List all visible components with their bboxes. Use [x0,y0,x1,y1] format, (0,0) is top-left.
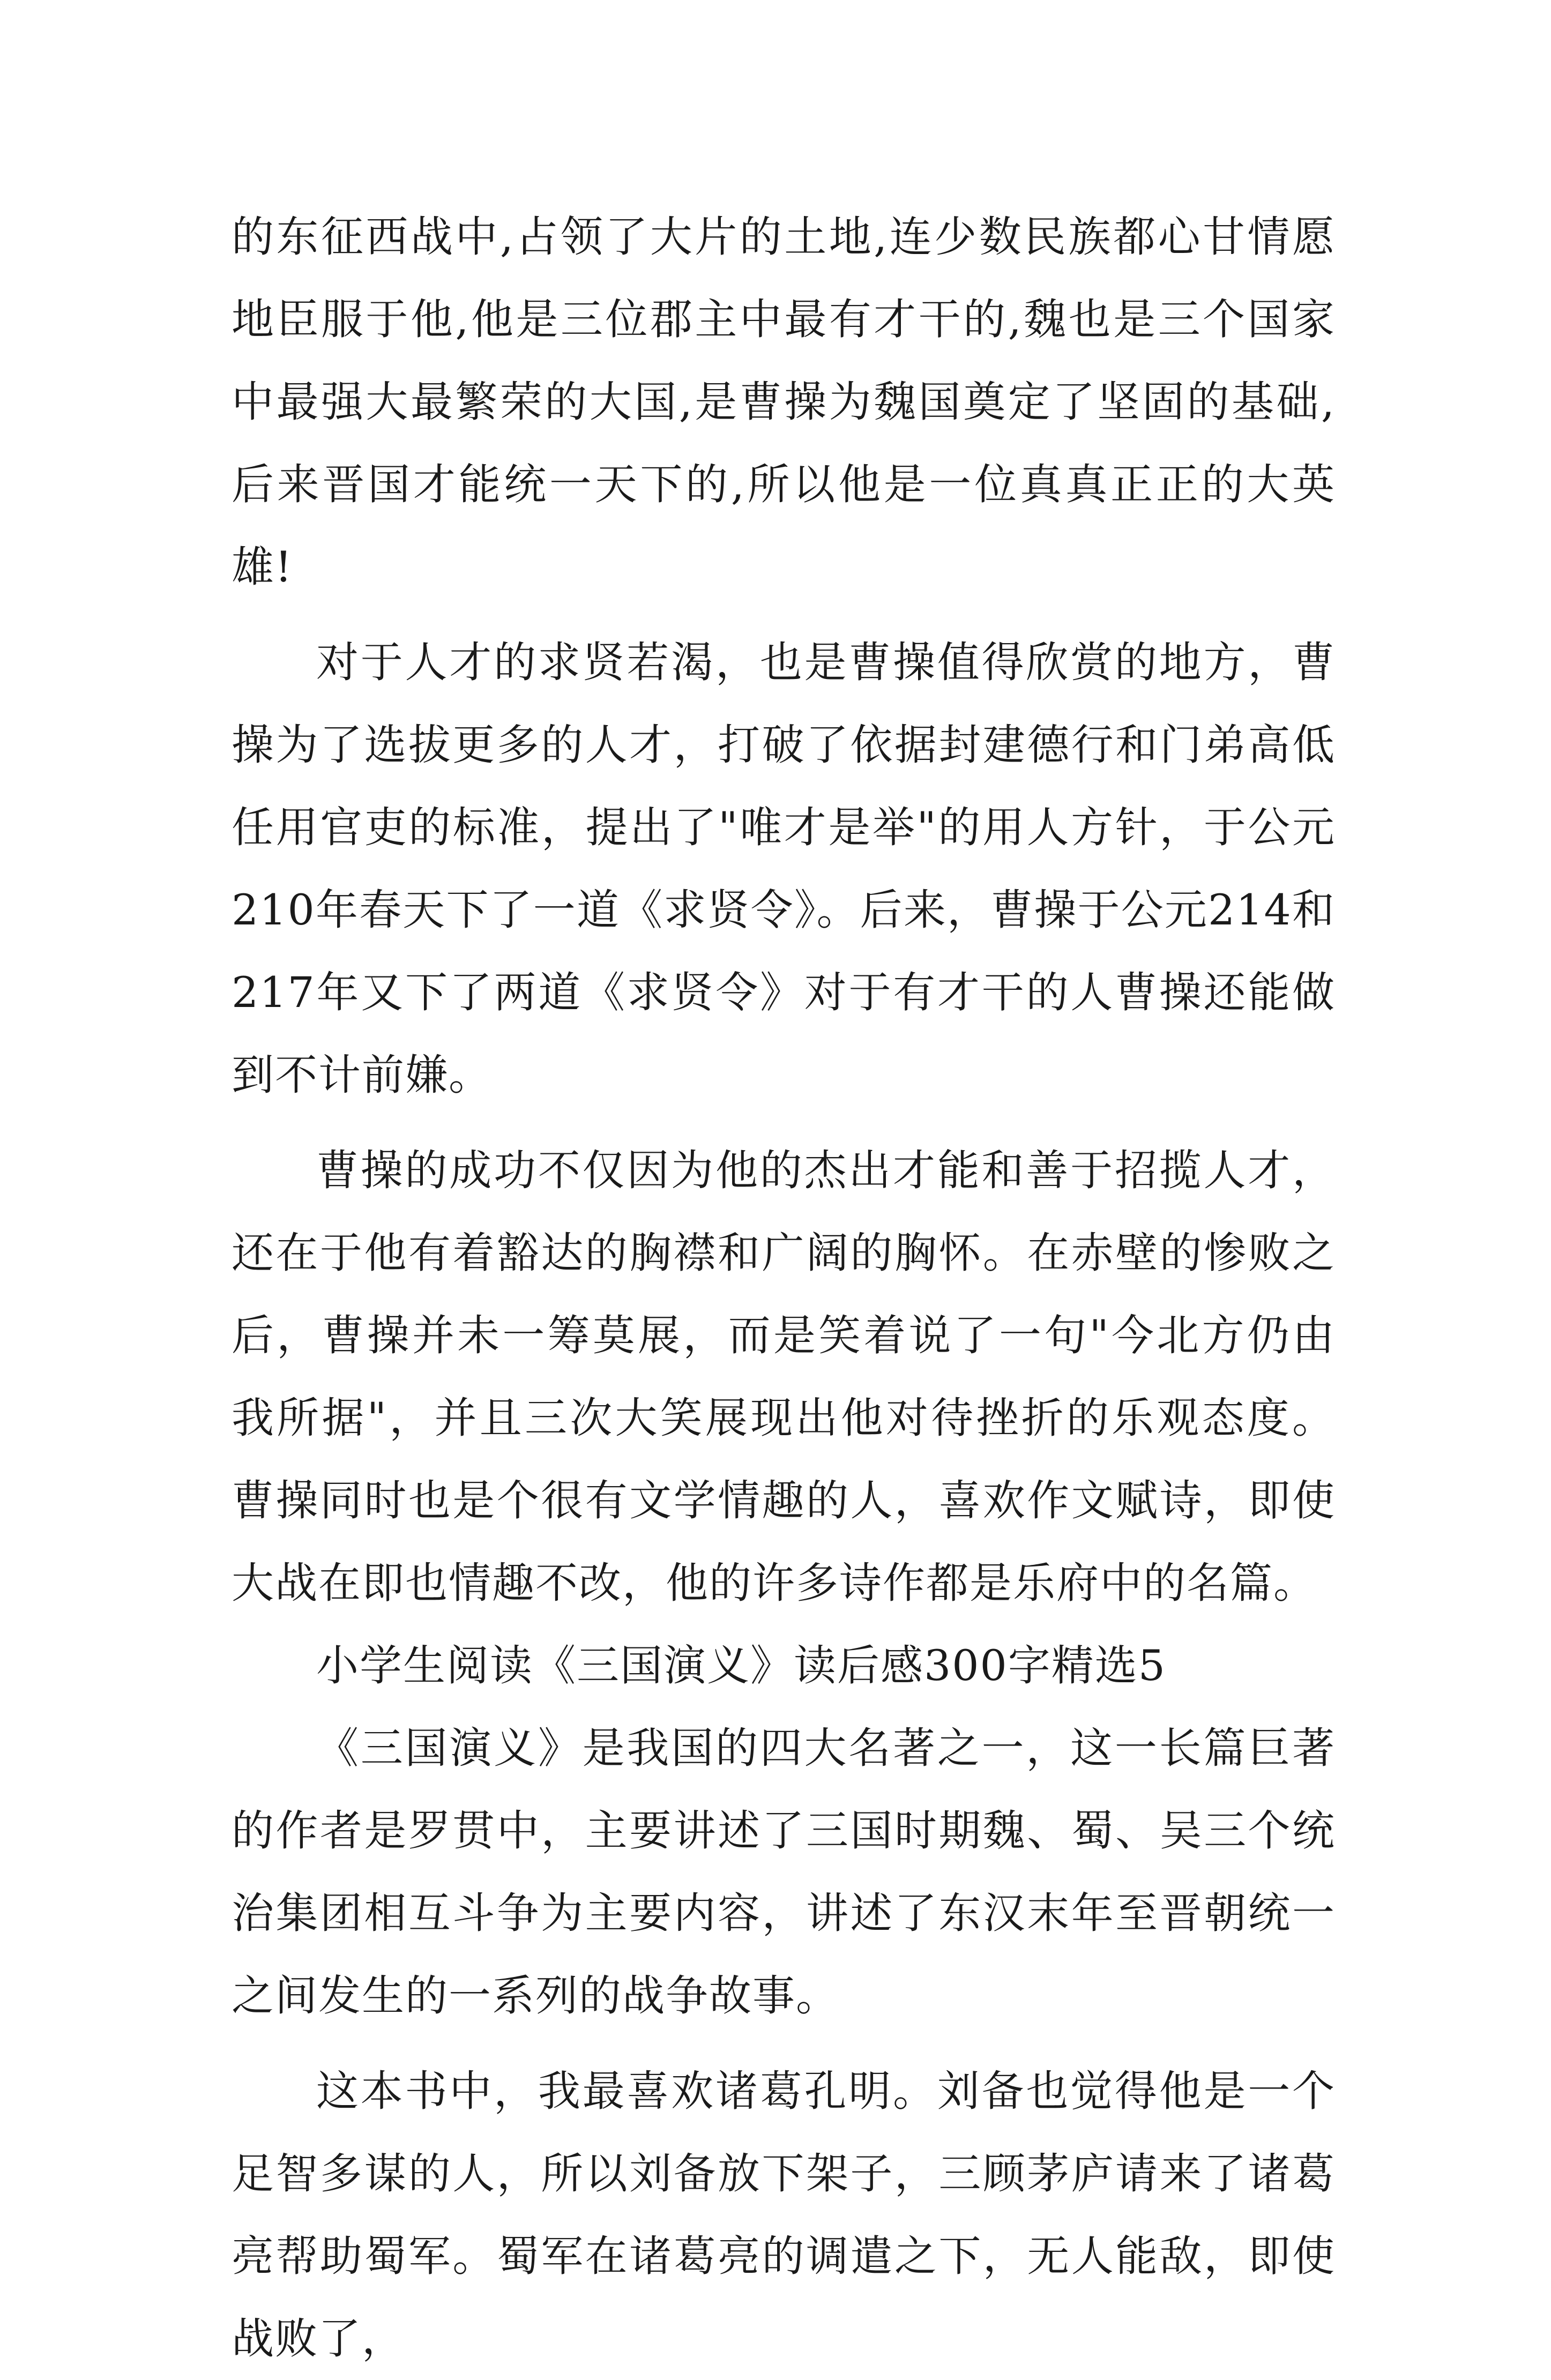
paragraph-talent-recruitment: 对于人才的求贤若渴，也是曹操值得欣赏的地方，曹操为了选拔更多的人才，打破了依据封建德行和门弟高低任用官吏的标准，提出了"唯才是举"的用人方针，于公元210年春天下了一道《求贤令》。后来，曹操于公元214和217年又下了两道《求贤令》对于有才干的人曹操还能做到不计前嫌。 [232,638,1336,1100]
paragraph-zhuge-liang: 这本书中，我最喜欢诸葛孔明。刘备也觉得他是一个足智多谋的人，所以刘备放下架子，三顾茅庐请来了诸葛亮帮助蜀军。蜀军在诸葛亮的调遣之下，无人能敌，即使战败了， [232,2066,1336,2363]
section-heading: 小学生阅读《三国演义》读后感300字精选5 [316,1641,1167,1690]
paragraph-cao-cao-success: 曹操的成功不仅因为他的杰出才能和善于招揽人才，还在于他有着豁达的胸襟和广阔的胸怀。在赤壁的惨败之后，曹操并未一筹莫展，而是笑着说了一句"今北方仍由我所据"，并且三次大笑展现出他对待挫折的乐观态度。曹操同时也是个很有文学情趣的人，喜欢作文赋诗，即使大战在即也情趣不改，他的许多诗作都是乐府中的名篇。 [232,1146,1336,1608]
paragraph-continuation: 的东征西战中,占领了大片的土地,连少数民族都心甘情愿地臣服于他,他是三位郡主中最有才干的,魏也是三个国家中最强大最繁荣的大国,是曹操为魏国奠定了坚固的基础,后来晋国才能统一天下的,所以他是一位真真正正的大英雄! [232,212,1336,592]
paragraph-book-intro: 《三国演义》是我国的四大名著之一，这一长篇巨著的作者是罗贯中，主要讲述了三国时期魏、蜀、吴三个统治集团相互斗争为主要内容，讲述了东汉末年至晋朝统一之间发生的一系列的战争故事。 [232,1724,1336,2020]
document-body [232,196,1336,2380]
